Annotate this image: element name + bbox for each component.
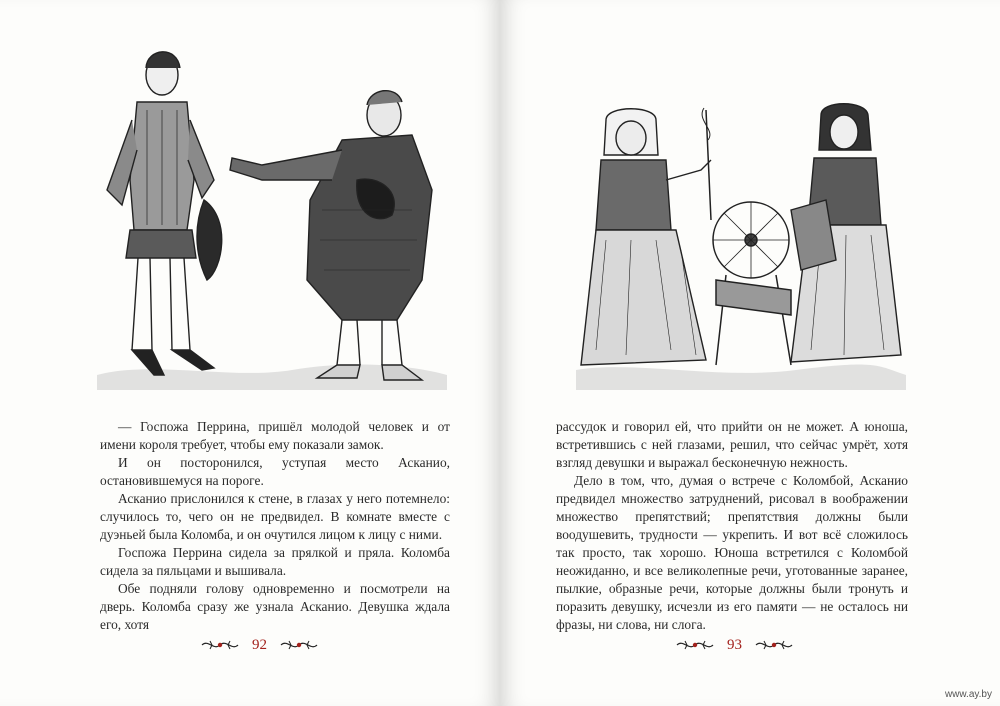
page-folio [200, 633, 319, 657]
paragraph: рассудок и говорил ей, что прийти он не может. А юноша, встретившись с ней глазами, решил, что сейчас умрёт, хотя взгляд девушки и выражал бесконечную нежность. [556, 419, 908, 470]
folio-ornament-icon [754, 637, 794, 653]
page-number: 92 [252, 636, 267, 653]
paragraph: Госпожа Перрина сидела за прялкой и пряла. Коломба сидела за пяльцами и вышивала. [100, 545, 450, 578]
paragraph: И он посторонился, уступая место Асканио, остановившемуся на пороге. [100, 455, 450, 488]
page-folio [675, 633, 794, 657]
folio-ornament-icon [200, 637, 240, 653]
folio-ornament-icon [675, 637, 715, 653]
page-number: 93 [727, 636, 742, 653]
right-page-text [556, 418, 908, 634]
watermark: www.ay.by [944, 689, 992, 700]
paragraph: — Госпожа Перрина, пришёл молодой человек и от имени короля требует, чтобы ему показали замок. [100, 419, 450, 452]
folio-ornament-icon [279, 637, 319, 653]
paragraph: Обе подняли голову одновременно и посмотрели на дверь. Коломба сразу же узнала Асканио. Девушка ждала его, хотя [100, 581, 450, 632]
illustration-two-men [92, 30, 452, 400]
paragraph: Дело в том, что, думая о встрече с Коломбой, Асканио предвидел множество затруднений, рисовал в воображении множество препятствий; препятствия должны были воодушевить, трудности — укрепить. И вот всё сложилось так просто, так хорошо. Юноша встретился с Коломбой неожиданно, и все великолепные речи, уготованные заранее, пылкие, образные речи, которые должны были тронуть и поразить девушку, исчезли из его памяти — не осталось ни фразы, ни слова, ни слога. [556, 473, 908, 632]
illustration-two-women-spinning [576, 100, 906, 400]
left-page-text [100, 418, 450, 634]
paragraph: Асканио прислонился к стене, в глазах у него потемнело: случилось то, чего он не предвидел. В комнате вместе с дуэньей была Коломба, и он очутился лицом к лицу с ними. [100, 491, 450, 542]
right-page [500, 0, 1000, 706]
